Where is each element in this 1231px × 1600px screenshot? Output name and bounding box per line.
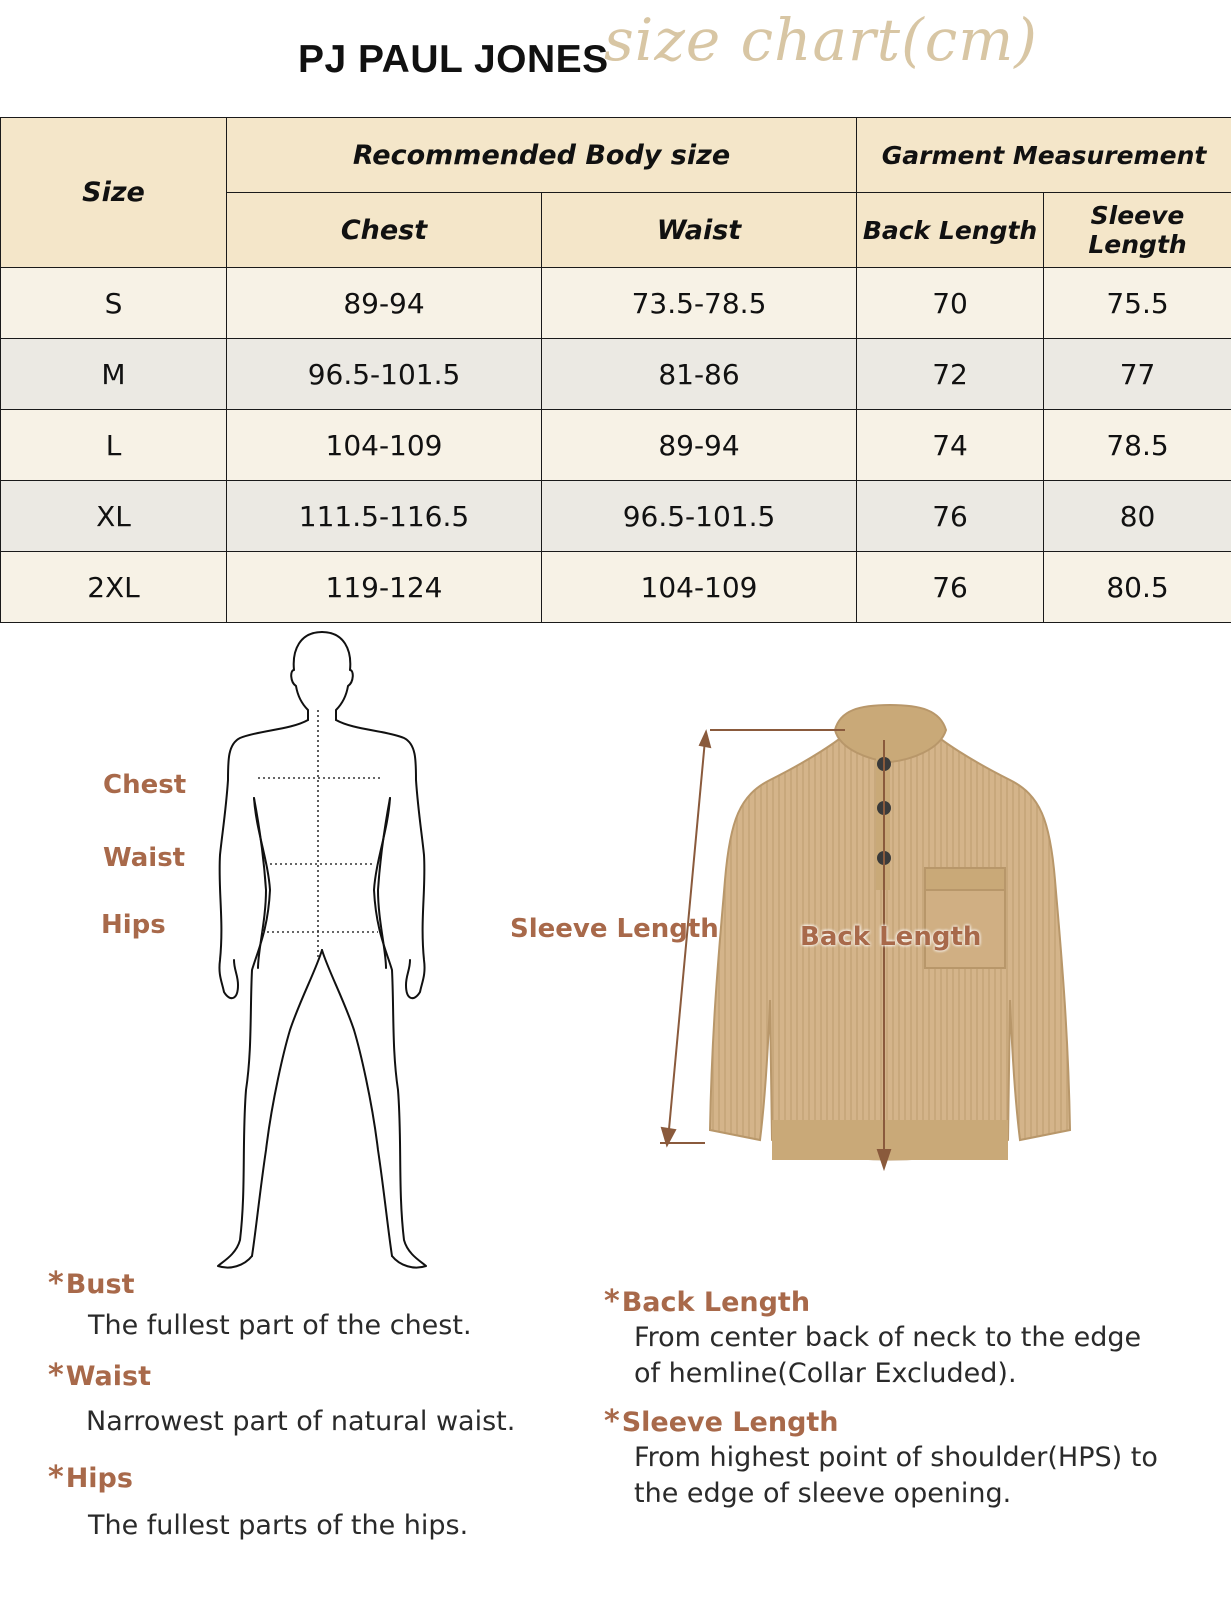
cell-sleeve-length: 80.5 (1044, 552, 1231, 623)
cell-waist: 81-86 (542, 339, 857, 410)
figure-label-hips: Hips (101, 910, 166, 940)
cell-back-length: 76 (857, 481, 1044, 552)
cell-size: S (1, 268, 227, 339)
cell-size: 2XL (1, 552, 227, 623)
size-table (0, 117, 1231, 623)
table-row (1, 339, 1231, 410)
table-row (1, 268, 1231, 339)
cell-waist: 89-94 (542, 410, 857, 481)
cell-back-length: 76 (857, 552, 1044, 623)
cell-chest: 119-124 (227, 552, 542, 623)
sweater-label-back-length: Back Length (800, 922, 982, 952)
header-size: Size (1, 118, 227, 268)
note-back-length-text: From center back of neck to the edge of hemline(Collar Excluded). (634, 1322, 1142, 1389)
cell-chest: 104-109 (227, 410, 542, 481)
cell-sleeve-length: 78.5 (1044, 410, 1231, 481)
header-back-length: Back Length (857, 193, 1044, 268)
table-row (1, 552, 1231, 623)
table-row (1, 481, 1231, 552)
cell-sleeve-length: 77 (1044, 339, 1231, 410)
cell-sleeve-length: 80 (1044, 481, 1231, 552)
cell-waist: 73.5-78.5 (542, 268, 857, 339)
header-sleeve-length: Sleeve Length (1044, 193, 1231, 268)
note-bust-text: The fullest part of the chest. (88, 1310, 472, 1341)
note-sleeve-length-text: From highest point of shoulder(HPS) to the edge of sleeve opening. (634, 1442, 1158, 1509)
cell-back-length: 70 (857, 268, 1044, 339)
figure-label-waist: Waist (103, 843, 186, 873)
cell-chest: 111.5-116.5 (227, 481, 542, 552)
note-hips-text: The fullest parts of the hips. (88, 1510, 469, 1541)
sweater-label-sleeve-length: Sleeve Length (510, 914, 719, 944)
note-hips-heading: *Hips (48, 1460, 133, 1495)
header-garment-measurement: Garment Measurement (857, 118, 1231, 193)
header-waist: Waist (542, 193, 857, 268)
note-waist-text: Narrowest part of natural waist. (86, 1406, 516, 1437)
cell-size: XL (1, 481, 227, 552)
title-area (0, 0, 1231, 118)
note-sleeve-length-heading: *Sleeve Length (604, 1404, 839, 1439)
size-chart-title: size chart(cm) (604, 6, 1038, 74)
note-waist-heading: *Waist (48, 1358, 151, 1393)
figure-label-chest: Chest (103, 770, 187, 800)
cell-back-length: 74 (857, 410, 1044, 481)
body-figure-illustration (200, 630, 450, 1290)
note-back-length-heading: *Back Length (604, 1284, 811, 1319)
cell-waist: 104-109 (542, 552, 857, 623)
cell-sleeve-length: 75.5 (1044, 268, 1231, 339)
cell-chest: 96.5-101.5 (227, 339, 542, 410)
note-bust-heading: *Bust (48, 1266, 135, 1301)
cell-waist: 96.5-101.5 (542, 481, 857, 552)
cell-size: M (1, 339, 227, 410)
header-recommended-body-size: Recommended Body size (227, 118, 857, 193)
cell-chest: 89-94 (227, 268, 542, 339)
cell-back-length: 72 (857, 339, 1044, 410)
header-chest: Chest (227, 193, 542, 268)
table-row (1, 410, 1231, 481)
brand-name: PJ PAUL JONES (298, 38, 609, 81)
cell-size: L (1, 410, 227, 481)
